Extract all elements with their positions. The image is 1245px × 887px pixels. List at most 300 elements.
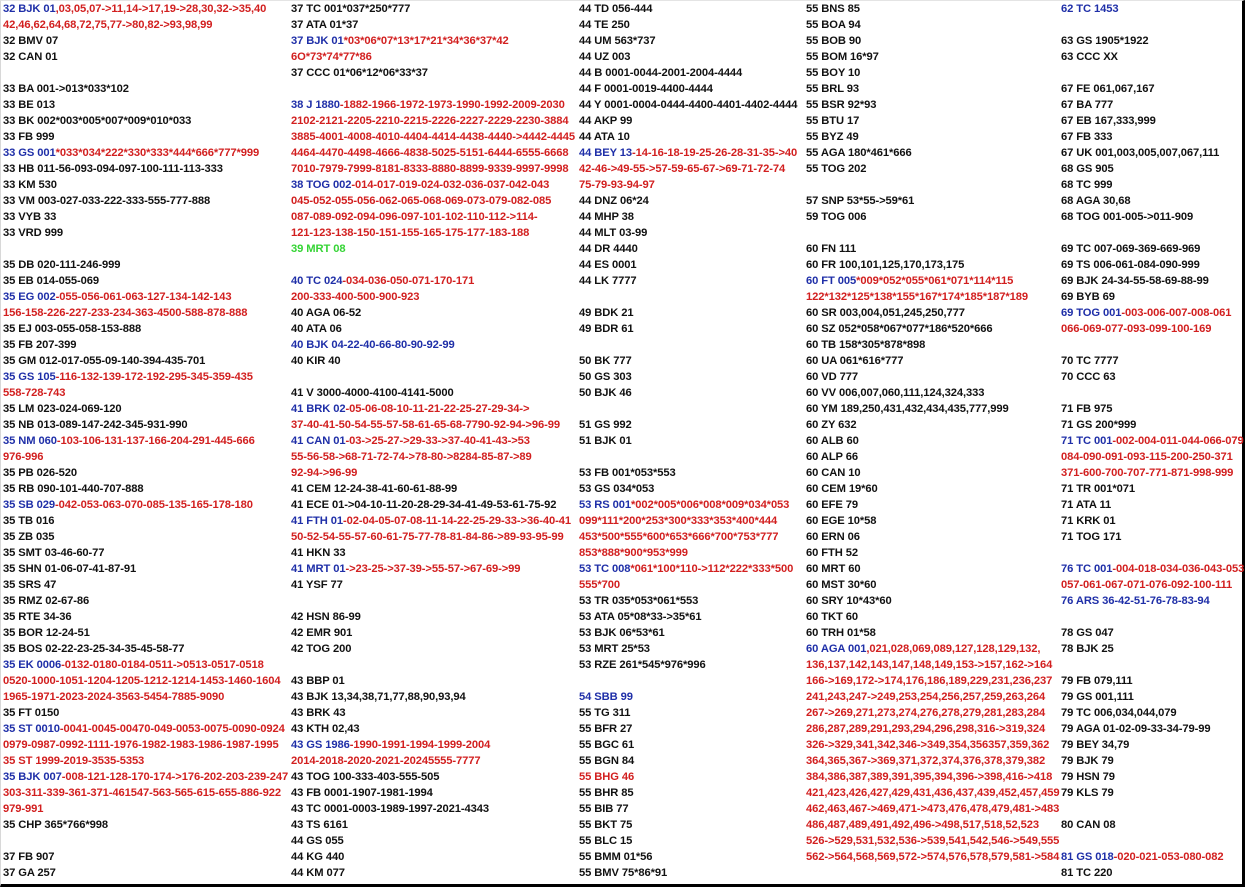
entry-text: 43 KTH 02,43 bbox=[291, 723, 360, 735]
entry-line bbox=[3, 273, 288, 289]
entry-text: 60 UA 061*616*777 bbox=[806, 355, 904, 367]
entry-values: ,021,028,069,089,127,128,129,132, bbox=[866, 643, 1041, 655]
entry-text: 55 BRL 93 bbox=[806, 83, 859, 95]
entry-text: 44 ATA 10 bbox=[579, 131, 630, 143]
entry-line bbox=[3, 145, 288, 161]
entry-line bbox=[3, 625, 288, 641]
entry-line bbox=[1061, 305, 1244, 321]
entry-line bbox=[3, 721, 288, 737]
entry-text: 42 HSN 86-99 bbox=[291, 611, 361, 623]
entry-line bbox=[291, 449, 575, 465]
entry-line bbox=[291, 465, 575, 481]
entry-text: 33 VYB 33 bbox=[3, 211, 57, 223]
entry-line bbox=[579, 49, 797, 65]
entry-line bbox=[3, 801, 288, 817]
entry-line bbox=[1061, 577, 1244, 593]
entry-line bbox=[3, 289, 288, 305]
entry-text: 69 TS 006-061-084-090-999 bbox=[1061, 259, 1200, 271]
blank-line bbox=[3, 65, 288, 81]
entry-text: 53 TR 035*053*061*553 bbox=[579, 595, 699, 607]
entry-line bbox=[806, 545, 1059, 561]
entry-line bbox=[3, 337, 288, 353]
entry-text: 60 EFE 79 bbox=[806, 499, 858, 511]
entry-line bbox=[291, 497, 575, 513]
entry-text: 71 KRK 01 bbox=[1061, 515, 1116, 527]
entry-text: 70 CCC 63 bbox=[1061, 371, 1116, 383]
entry-values: -0132-0180-0184-0511->0513-0517-0518 bbox=[61, 659, 264, 671]
entry-line bbox=[806, 17, 1059, 33]
entry-text: 69 BJK 24-34-55-58-69-88-99 bbox=[1061, 275, 1209, 287]
text-column-5 bbox=[1061, 1, 1244, 881]
entry-line bbox=[806, 801, 1059, 817]
entry-values: *03*06*07*13*17*21*34*36*37*42 bbox=[343, 35, 509, 47]
entry-key: 41 FTH 01 bbox=[291, 515, 343, 527]
entry-text: 55 BFR 27 bbox=[579, 723, 633, 735]
entry-line bbox=[291, 769, 575, 785]
entry-line bbox=[806, 785, 1059, 801]
entry-key: 44 BEY 13 bbox=[579, 147, 633, 159]
entry-values: 92-94->96-99 bbox=[291, 467, 358, 479]
entry-text: 60 FTH 52 bbox=[806, 547, 858, 559]
entry-values: -0041-0045-00470-049-0053-0075-0090-0924 bbox=[59, 723, 285, 735]
entry-key: 53 RS 001 bbox=[579, 499, 631, 511]
entry-text: 44 MHP 38 bbox=[579, 211, 634, 223]
entry-text: 60 MRT 60 bbox=[806, 563, 861, 575]
entry-text: 35 DB 020-111-246-999 bbox=[3, 259, 121, 271]
entry-text: 44 UZ 003 bbox=[579, 51, 631, 63]
entry-line bbox=[291, 17, 575, 33]
entry-values: 42-46->49-55->57-59-65-67->69-71-72-74 bbox=[579, 163, 786, 175]
entry-line bbox=[291, 305, 575, 321]
entry-key: 76 ARS 36-42-51-76-78-83-94 bbox=[1061, 595, 1210, 607]
entry-text: 37 FB 907 bbox=[3, 851, 55, 863]
entry-text: 55 AGA 180*461*666 bbox=[806, 147, 912, 159]
entry-values: 087-089-092-094-096-097-101-102-110-112->114- bbox=[291, 211, 538, 223]
entry-line bbox=[3, 33, 288, 49]
blank-line bbox=[1061, 545, 1244, 561]
entry-line bbox=[3, 865, 288, 881]
entry-text: 37 GA 257 bbox=[3, 867, 56, 879]
entry-values: 453*500*555*600*653*666*700*753*777 bbox=[579, 531, 779, 543]
entry-line bbox=[579, 657, 797, 673]
entry-text: 51 BJK 01 bbox=[579, 435, 632, 447]
entry-key: 38 TOG 002 bbox=[291, 179, 352, 191]
entry-text: 40 KIR 40 bbox=[291, 355, 341, 367]
entry-text: 79 FB 079,111 bbox=[1061, 675, 1133, 687]
entry-line bbox=[1061, 401, 1244, 417]
entry-text: 43 BBP 01 bbox=[291, 675, 345, 687]
entry-key: 38 J 1880 bbox=[291, 99, 340, 111]
blank-line bbox=[579, 401, 797, 417]
entry-line bbox=[806, 321, 1059, 337]
blank-line bbox=[579, 289, 797, 305]
entry-key: 43 GS 1986 bbox=[291, 739, 350, 751]
entry-line bbox=[806, 257, 1059, 273]
entry-line bbox=[806, 1, 1059, 17]
entry-line bbox=[291, 417, 575, 433]
entry-line bbox=[1061, 561, 1244, 577]
entry-values: -055-056-061-063-127-134-142-143 bbox=[55, 291, 232, 303]
entry-key: 40 BJK 04-22-40-66-80-90-92-99 bbox=[291, 339, 455, 351]
entry-key: 69 TOG 001 bbox=[1061, 307, 1122, 319]
entry-values: -02-04-05-07-08-11-14-22-25-29-33->36-40-41 bbox=[342, 515, 571, 527]
entry-line bbox=[579, 689, 797, 705]
entry-text: 60 SZ 052*058*067*077*186*520*666 bbox=[806, 323, 993, 335]
entry-line bbox=[3, 657, 288, 673]
entry-text: 37 ATA 01*37 bbox=[291, 19, 359, 31]
entry-line bbox=[806, 417, 1059, 433]
entry-line bbox=[3, 785, 288, 801]
entry-key: 76 TC 001 bbox=[1061, 563, 1113, 575]
entry-line bbox=[291, 721, 575, 737]
entry-text: 43 BRK 43 bbox=[291, 707, 346, 719]
entry-line bbox=[1061, 721, 1244, 737]
entry-line bbox=[806, 449, 1059, 465]
entry-line bbox=[806, 433, 1059, 449]
entry-line bbox=[579, 65, 797, 81]
entry-line bbox=[579, 257, 797, 273]
entry-line bbox=[1061, 97, 1244, 113]
entry-text: 71 TR 001*071 bbox=[1061, 483, 1135, 495]
entry-text: 40 ATA 06 bbox=[291, 323, 342, 335]
entry-line bbox=[1061, 1, 1244, 17]
entry-line bbox=[3, 81, 288, 97]
entry-line bbox=[291, 625, 575, 641]
entry-text: 80 CAN 08 bbox=[1061, 819, 1116, 831]
entry-text: 53 MRT 25*53 bbox=[579, 643, 650, 655]
entry-text: 44 TD 056-444 bbox=[579, 3, 653, 15]
blank-line bbox=[806, 177, 1059, 193]
entry-text: 67 FB 333 bbox=[1061, 131, 1113, 143]
entry-line bbox=[806, 465, 1059, 481]
entry-text: 49 BDR 61 bbox=[579, 323, 634, 335]
entry-line bbox=[579, 545, 797, 561]
entry-text: 60 ALB 60 bbox=[806, 435, 859, 447]
entry-line bbox=[291, 129, 575, 145]
entry-text: 60 CAN 10 bbox=[806, 467, 861, 479]
entry-values: *061*100*110->112*222*333*500 bbox=[630, 563, 794, 575]
entry-key: 35 GS 105 bbox=[3, 371, 56, 383]
entry-line bbox=[3, 161, 288, 177]
entry-text: 55 TG 311 bbox=[579, 707, 631, 719]
entry-text: 44 UM 563*737 bbox=[579, 35, 656, 47]
entry-values: 0979-0987-0992-1111-1976-1982-1983-1986-1987-1995 bbox=[3, 739, 279, 751]
entry-values: 384,386,387,389,391,395,394,396->398,416->418 bbox=[806, 771, 1053, 783]
entry-line bbox=[579, 145, 797, 161]
entry-line bbox=[579, 497, 797, 513]
entry-text: 79 HSN 79 bbox=[1061, 771, 1115, 783]
entry-line bbox=[3, 193, 288, 209]
entry-text: 44 LK 7777 bbox=[579, 275, 637, 287]
entry-values: 2014-2018-2020-2021-20245555-7777 bbox=[291, 755, 481, 767]
entry-line bbox=[291, 193, 575, 209]
entry-text: 44 GS 055 bbox=[291, 835, 344, 847]
entry-line bbox=[1061, 145, 1244, 161]
entry-line bbox=[291, 849, 575, 865]
entry-text: 60 VD 777 bbox=[806, 371, 858, 383]
entry-text: 79 TC 006,034,044,079 bbox=[1061, 707, 1177, 719]
entry-text: 44 DNZ 06*24 bbox=[579, 195, 649, 207]
entry-line bbox=[806, 833, 1059, 849]
entry-key: 41 CAN 01 bbox=[291, 435, 346, 447]
entry-line bbox=[291, 209, 575, 225]
entry-text: 33 VM 003-027-033-222-333-555-777-888 bbox=[3, 195, 211, 207]
text-column-1 bbox=[3, 1, 288, 881]
entry-line bbox=[1061, 865, 1244, 881]
entry-line bbox=[3, 225, 288, 241]
entry-values: 3885-4001-4008-4010-4404-4414-4438-4440->4442-4445 bbox=[291, 131, 575, 143]
entry-text: 33 FB 999 bbox=[3, 131, 55, 143]
entry-text: 78 BJK 25 bbox=[1061, 643, 1114, 655]
entry-line bbox=[579, 721, 797, 737]
entry-line bbox=[3, 433, 288, 449]
entry-line bbox=[806, 273, 1059, 289]
entry-line bbox=[291, 737, 575, 753]
entry-text: 68 AGA 30,68 bbox=[1061, 195, 1131, 207]
blank-line bbox=[1061, 657, 1244, 673]
blank-line bbox=[291, 593, 575, 609]
entry-line bbox=[1061, 497, 1244, 513]
entry-line bbox=[806, 241, 1059, 257]
entry-line bbox=[1061, 625, 1244, 641]
entry-text: 50 BJK 46 bbox=[579, 387, 632, 399]
entry-text: 57 SNP 53*55->59*61 bbox=[806, 195, 915, 207]
entry-values: 057-061-067-071-076-092-100-111 bbox=[1061, 579, 1233, 591]
entry-text: 41 HKN 33 bbox=[291, 547, 346, 559]
entry-values: 364,365,367->369,371,372,374,376,378,379,382 bbox=[806, 755, 1046, 767]
entry-key: 62 TC 1453 bbox=[1061, 3, 1119, 15]
entry-values: -003-006-007-008-061 bbox=[1121, 307, 1232, 319]
entry-line bbox=[806, 737, 1059, 753]
entry-line bbox=[1061, 81, 1244, 97]
entry-line bbox=[3, 737, 288, 753]
entry-values: 55 BHG 46 bbox=[579, 771, 635, 783]
entry-key: 41 BRK 02 bbox=[291, 403, 346, 415]
entry-line bbox=[806, 385, 1059, 401]
entry-line bbox=[291, 609, 575, 625]
entry-text: 60 SR 003,004,051,245,250,777 bbox=[806, 307, 965, 319]
entry-values: -103-106-131-137-166-204-291-445-666 bbox=[56, 435, 255, 447]
entry-text: 55 BHR 85 bbox=[579, 787, 634, 799]
entry-line bbox=[1061, 241, 1244, 257]
entry-line bbox=[3, 1, 288, 17]
blank-line bbox=[579, 337, 797, 353]
entry-text: 43 TC 0001-0003-1989-1997-2021-4343 bbox=[291, 803, 490, 815]
entry-line bbox=[3, 513, 288, 529]
entry-line bbox=[1061, 289, 1244, 305]
entry-line bbox=[291, 753, 575, 769]
entry-line bbox=[806, 337, 1059, 353]
entry-text: 71 TOG 171 bbox=[1061, 531, 1122, 543]
entry-values: 241,243,247->249,253,254,256,257,259,263,264 bbox=[806, 691, 1046, 703]
entry-text: 79 AGA 01-02-09-33-34-79-99 bbox=[1061, 723, 1211, 735]
entry-line bbox=[806, 625, 1059, 641]
entry-line bbox=[579, 817, 797, 833]
entry-line bbox=[291, 689, 575, 705]
entry-text: 37 CCC 01*06*12*06*33*37 bbox=[291, 67, 428, 79]
entry-key: 35 BJK 007 bbox=[3, 771, 62, 783]
entry-text: 35 EJ 003-055-058-153-888 bbox=[3, 323, 142, 335]
entry-line bbox=[579, 593, 797, 609]
blank-line bbox=[1061, 385, 1244, 401]
entry-text: 60 VV 006,007,060,111,124,324,333 bbox=[806, 387, 985, 399]
entry-line bbox=[291, 225, 575, 241]
entry-line bbox=[806, 673, 1059, 689]
entry-text: 79 BJK 79 bbox=[1061, 755, 1114, 767]
entry-text: 53 ATA 05*08*33->35*61 bbox=[579, 611, 702, 623]
entry-key: 35 NM 060 bbox=[3, 435, 57, 447]
entry-values: -042-053-063-070-085-135-165-178-180 bbox=[54, 499, 253, 511]
entry-line bbox=[806, 113, 1059, 129]
entry-line bbox=[291, 177, 575, 193]
entry-text: 67 UK 001,003,005,007,067,111 bbox=[1061, 147, 1220, 159]
entry-line bbox=[579, 513, 797, 529]
entry-line bbox=[806, 561, 1059, 577]
entry-line bbox=[3, 769, 288, 785]
entry-text: 68 TC 999 bbox=[1061, 179, 1113, 191]
entry-line bbox=[579, 529, 797, 545]
entry-text: 60 EGE 10*58 bbox=[806, 515, 877, 527]
entry-key: 81 GS 018 bbox=[1061, 851, 1114, 863]
entry-line bbox=[3, 209, 288, 225]
entry-text: 43 TOG 100-333-403-555-505 bbox=[291, 771, 440, 783]
entry-text: 44 AKP 99 bbox=[579, 115, 633, 127]
entry-line bbox=[291, 801, 575, 817]
entry-line bbox=[291, 673, 575, 689]
entry-line bbox=[579, 1, 797, 17]
entry-line bbox=[1061, 433, 1244, 449]
entry-text: 43 FB 0001-1907-1981-1994 bbox=[291, 787, 433, 799]
entry-text: 35 FT 0150 bbox=[3, 707, 60, 719]
entry-line bbox=[579, 481, 797, 497]
blank-line bbox=[3, 241, 288, 257]
text-column-3 bbox=[579, 1, 797, 881]
entry-line bbox=[291, 113, 575, 129]
entry-text: 69 TC 007-069-369-669-969 bbox=[1061, 243, 1201, 255]
blank-line bbox=[1061, 801, 1244, 817]
entry-line bbox=[3, 113, 288, 129]
entry-line bbox=[806, 209, 1059, 225]
entry-line bbox=[1061, 753, 1244, 769]
entry-values: 066-069-077-093-099-100-169 bbox=[1061, 323, 1212, 335]
entry-text: 35 SHN 01-06-07-41-87-91 bbox=[3, 563, 137, 575]
entry-values: 421,423,426,427,429,431,436,437,439,452,457,459 bbox=[806, 787, 1060, 799]
entry-line bbox=[3, 49, 288, 65]
entry-line bbox=[3, 689, 288, 705]
entry-text: 41 ECE 01->04-10-11-20-28-29-34-41-49-53-61-75-92 bbox=[291, 499, 557, 511]
entry-line bbox=[806, 769, 1059, 785]
entry-line bbox=[1061, 417, 1244, 433]
entry-line bbox=[579, 353, 797, 369]
entry-line bbox=[579, 433, 797, 449]
entry-text: 55 BOB 90 bbox=[806, 35, 862, 47]
entry-values: 156-158-226-227-233-234-363-4500-588-878-888 bbox=[3, 307, 248, 319]
entry-line bbox=[806, 33, 1059, 49]
entry-line bbox=[291, 353, 575, 369]
entry-key: 35 ST 0010 bbox=[3, 723, 60, 735]
entry-text: 44 F 0001-0019-4400-4444 bbox=[579, 83, 713, 95]
entry-line bbox=[291, 833, 575, 849]
entry-text: 33 HB 011-56-093-094-097-100-111-113-333 bbox=[3, 163, 223, 175]
entry-text: 44 B 0001-0044-2001-2004-4444 bbox=[579, 67, 743, 79]
entry-values: 526->529,531,532,536->539,541,542,546->549,555 bbox=[806, 835, 1060, 847]
entry-values: 853*888*900*953*999 bbox=[579, 547, 688, 559]
entry-line bbox=[579, 385, 797, 401]
entry-line bbox=[579, 641, 797, 657]
entry-line bbox=[579, 161, 797, 177]
entry-line bbox=[291, 241, 575, 257]
entry-line bbox=[1061, 369, 1244, 385]
entry-text: 35 BOR 12-24-51 bbox=[3, 627, 90, 639]
entry-line bbox=[291, 273, 575, 289]
entry-text: 63 GS 1905*1922 bbox=[1061, 35, 1149, 47]
entry-values: 326->329,341,342,346->349,354,356357,359,362 bbox=[806, 739, 1050, 751]
entry-line bbox=[806, 289, 1059, 305]
entry-line bbox=[291, 785, 575, 801]
entry-text: 37 TC 001*037*250*777 bbox=[291, 3, 411, 15]
entry-values: -05-06-08-10-11-21-22-25-27-29-34-> bbox=[345, 403, 530, 415]
entry-values: 303-311-339-361-371-461547-563-565-615-655-886-922 bbox=[3, 787, 282, 799]
entry-text: 60 TKT 60 bbox=[806, 611, 858, 623]
entry-key: 41 MRT 01 bbox=[291, 563, 346, 575]
entry-text: 35 EB 014-055-069 bbox=[3, 275, 99, 287]
entry-line bbox=[3, 177, 288, 193]
entry-line bbox=[1061, 113, 1244, 129]
entry-line bbox=[1061, 737, 1244, 753]
entry-text: 35 NB 013-089-147-242-345-931-990 bbox=[3, 419, 188, 431]
entry-values: 976-996 bbox=[3, 451, 44, 463]
entry-text: 33 BK 002*003*005*007*009*010*033 bbox=[3, 115, 192, 127]
entry-line bbox=[3, 369, 288, 385]
entry-line bbox=[579, 97, 797, 113]
entry-key: 60 FT 005 bbox=[806, 275, 857, 287]
entry-line bbox=[3, 353, 288, 369]
entry-line bbox=[291, 337, 575, 353]
entry-line bbox=[291, 705, 575, 721]
entry-line bbox=[579, 577, 797, 593]
entry-line bbox=[3, 385, 288, 401]
entry-line bbox=[291, 33, 575, 49]
entry-values: 099*111*200*253*300*333*353*400*444 bbox=[579, 515, 778, 527]
entry-text: 35 RMZ 02-67-86 bbox=[3, 595, 90, 607]
entry-line bbox=[806, 817, 1059, 833]
entry-line bbox=[1061, 849, 1244, 865]
entry-line bbox=[806, 753, 1059, 769]
entry-text: 43 BJK 13,34,38,71,77,88,90,93,94 bbox=[291, 691, 466, 703]
entry-text: 55 BOM 16*97 bbox=[806, 51, 879, 63]
entry-text: 79 GS 001,111 bbox=[1061, 691, 1134, 703]
entry-line bbox=[291, 401, 575, 417]
entry-line bbox=[3, 705, 288, 721]
entry-line bbox=[3, 817, 288, 833]
entry-line bbox=[1061, 129, 1244, 145]
entry-text: 32 CAN 01 bbox=[3, 51, 58, 63]
entry-text: 60 TRH 01*58 bbox=[806, 627, 876, 639]
entry-line bbox=[1061, 465, 1244, 481]
entry-text: 35 CHP 365*766*998 bbox=[3, 819, 108, 831]
entry-text: 55 TOG 202 bbox=[806, 163, 867, 175]
entry-line bbox=[1061, 593, 1244, 609]
entry-line bbox=[291, 545, 575, 561]
entry-line bbox=[3, 753, 288, 769]
entry-line bbox=[3, 497, 288, 513]
entry-key: 35 SB 029 bbox=[3, 499, 55, 511]
entry-values: 555*700 bbox=[579, 579, 620, 591]
entry-line bbox=[1061, 33, 1244, 49]
entry-values: 0520-1000-1051-1204-1205-1212-1214-1453-1460-1604 bbox=[3, 675, 281, 687]
entry-text: 55 BNS 85 bbox=[806, 3, 860, 15]
entry-values: -116-132-139-172-192-295-345-359-435 bbox=[55, 371, 253, 383]
